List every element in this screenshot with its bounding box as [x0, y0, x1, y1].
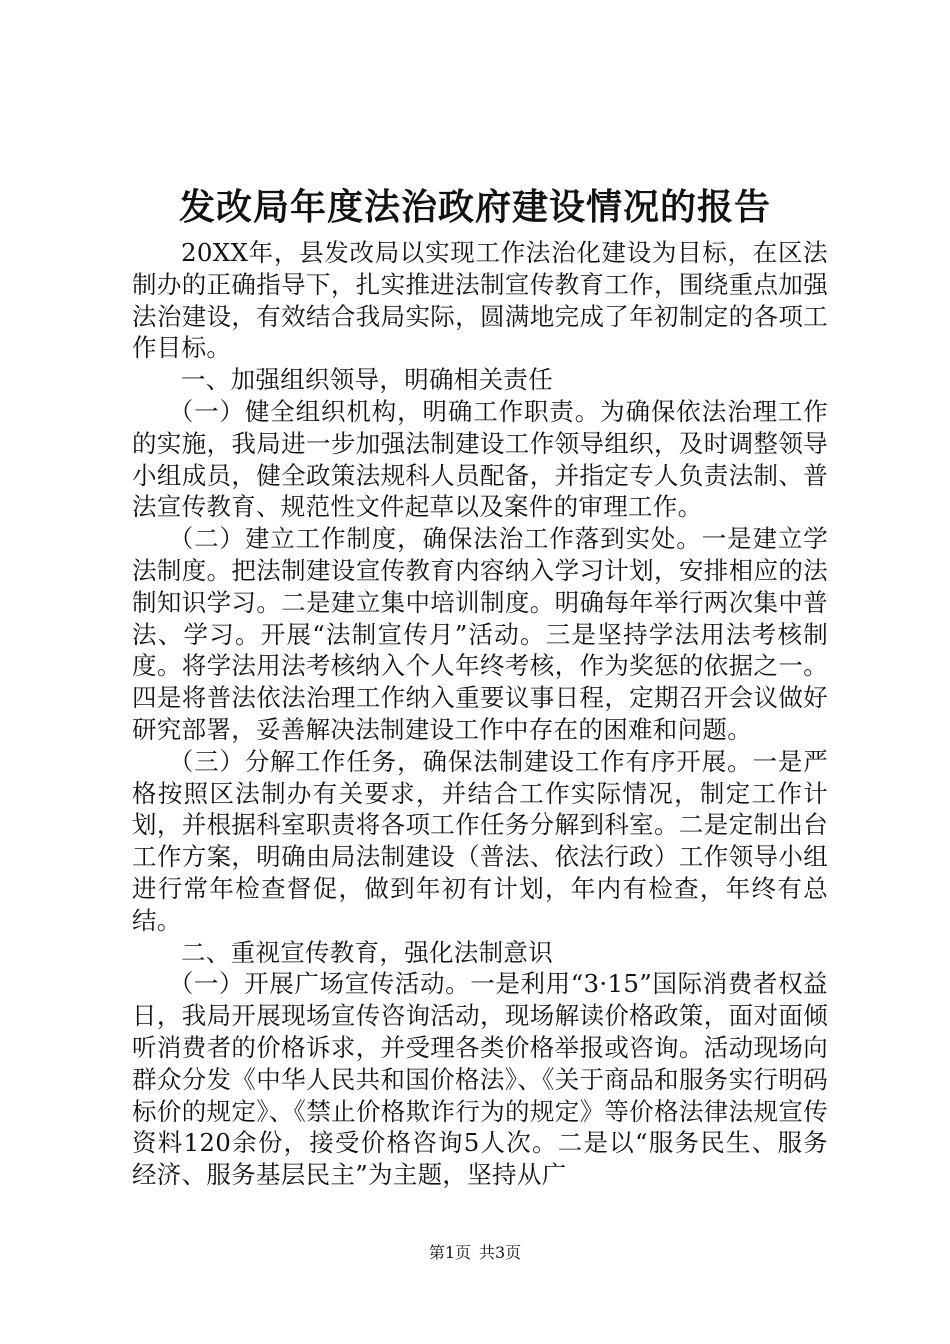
section-heading-2: 二、重视宣传教育，强化法制意识 [181, 937, 553, 967]
intro-paragraph: 20XX年，县发改局以实现工作法治化建设为目标，在区法制办的正确指导下，扎实推进法制宣传教育工作，围绕重点加强法治建设，有效结合我局实际，圆满地完成了年初制定的各项工作目标。 [132, 238, 828, 363]
subsection-paragraph-1-1: （一）健全组织机构，明确工作职责。为确保依法治理工作的实施，我局进一步加强法制建设工作领导组织，及时调整领导小组成员，健全政策法规科人员配备，并指定专人负责法制、普法宣传教育、规范性文件起草以及案件的审理工作。 [132, 396, 828, 522]
page-footer [0, 1243, 950, 1263]
page-number: 第1页 [428, 1243, 471, 1262]
page-total: 共3页 [479, 1243, 522, 1262]
document-body [132, 237, 828, 1191]
subsection-paragraph-1-2: （二）建立工作制度，确保法治工作落到实处。一是建立学法制度。把法制建设宣传教育内容纳入学习计划，安排相应的法制知识学习。二是建立集中培训制度。明确每年举行两次集中普法、学习。开展“法制宣传月”活动。三是坚持学法用法考核制度。将学法用法考核纳入个人年终考核，作为奖惩的依据之一。四是将普法依法治理工作纳入重要议事日程，定期召开会议做好研究部署，妥善解决法制建设工作中存在的困难和问题。 [132, 524, 828, 744]
subsection-paragraph-1-3: （三）分解工作任务，确保法制建设工作有序开展。一是严格按照区法制办有关要求，并结合工作实际情况，制定工作计划，并根据科室职责将各项工作任务分解到科室。二是定制出台工作方案，明确由局法制建设（普法、依法行政）工作领导小组进行常年检查督促，做到年初有计划，年内有检查，年终有总结。 [132, 746, 828, 935]
subsection-paragraph-2-1: （一）开展广场宣传活动。一是利用“3·15”国际消费者权益日，我局开展现场宣传咨询活动，现场解读价格政策，面对面倾听消费者的价格诉求，并受理各类价格举报或咨询。活动现场向群众分发《中华人民共和国价格法》、《关于商品和服务实行明码标价的规定》、《禁止价格欺诈行为的规定》等价格法律法规宣传资料120余份，接受价格咨询5人次。二是以“服务民生、服务经济、服务基层民主”为主题，坚持从广 [132, 969, 828, 1190]
section-heading-1: 一、加强组织领导，明确相关责任 [181, 365, 553, 395]
document-title: 发改局年度法治政府建设情况的报告 [178, 186, 771, 228]
